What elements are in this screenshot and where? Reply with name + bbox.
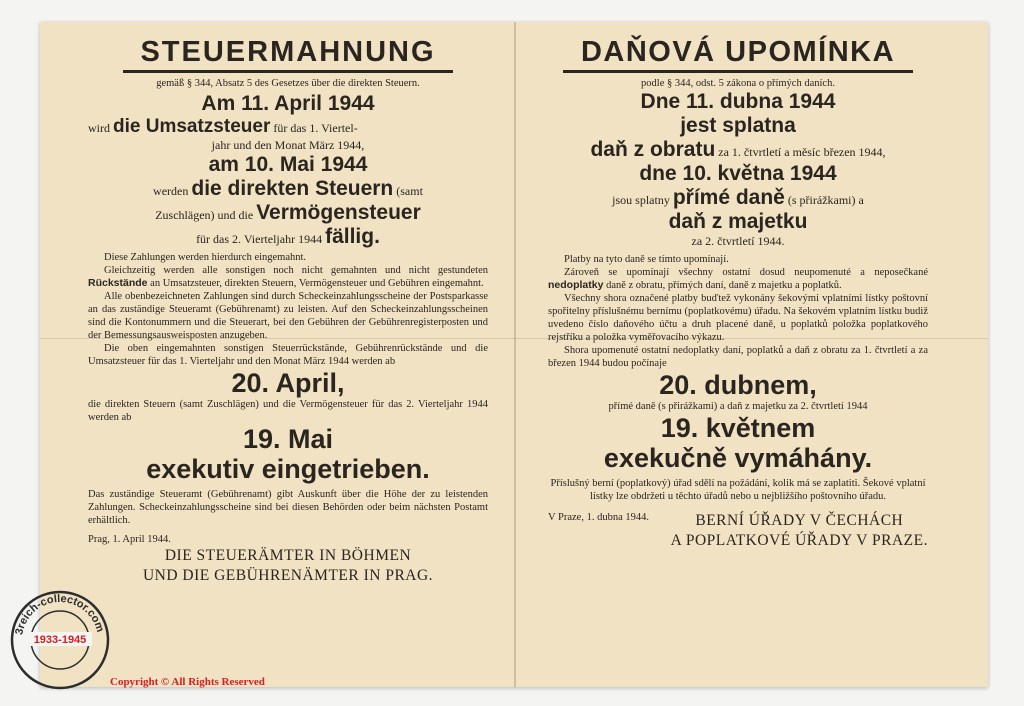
czech-signature-1: BERNÍ ÚŘADY V ČECHÁCH [695,512,904,529]
paragraph: Diese Zahlungen werden hierdurch eingemahnt. [104,252,307,263]
svg-text:1933-1945: 1933-1945 [33,634,87,646]
text: Zuschlägen) und die [155,208,254,222]
czech-date-may: dne 10. května 1944 [639,162,837,185]
highlight-vermoegensteuer: Vermögensteuer [256,201,421,224]
copyright-notice: Copyright © All Rights Reserved [110,676,265,688]
czech-date-april: Dne 11. dubna 1944 [640,90,836,113]
german-signature-1: DIE STEUERÄMTER IN BÖHMEN [164,547,412,564]
text: für das 2. Vierteljahr 1944 [196,232,323,246]
text: jahr und den Monat März 1944, [211,138,365,152]
text: za 2. čtvrtletí 1944. [691,234,785,248]
highlight-direkte-steuern: die direkten Steuern [191,177,394,200]
highlight-faellig: fällig. [325,225,380,248]
text: (s přirážkami) a [787,193,864,207]
german-signature-2: UND DIE GEBÜHRENÄMTER IN PRAG. [142,567,434,584]
svg-text:3reich-collector.com: 3reich-collector.com [13,592,107,636]
paragraph: Příslušný berní (poplatkový) úřad sdělí na požádání, kolik má se zaplatiti. Šekové vplatní lístky lze obdržeti u těchto úřadů nebo u nejbližšího poštovního úřadu. [550,478,926,502]
german-place-date: Prag, 1. April 1944. [88,534,171,545]
collector-stamp-logo [8,588,112,692]
german-date-april: Am 11. April 1944 [201,92,375,115]
text: za 1. čtvrtletí a měsíc březen 1944, [718,145,886,159]
highlight-nedoplatky: nedoplatky [548,279,604,291]
paragraph: Das zuständige Steueramt (Gebührenamt) gibt Auskunft über die Höhe der zu leistenden Zahlungen. Scheckeinzahlungsscheine sind bei diesen Behörden oder beim nächsten Postamt erhältlich. [88,489,488,526]
german-date-19-mai: 19. Mai [242,424,334,454]
text: wird [88,121,110,135]
highlight-prime-dane: přímé daně [672,186,785,209]
czech-place-date: V Praze, 1. dubna 1944. [548,512,649,523]
czech-signature-2: A POPLATKOVÉ ÚŘADY V PRAZE. [670,532,928,549]
title-underline [123,70,453,73]
title-underline [563,70,913,73]
paragraph: Platby na tyto daně se tímto upomínají. [564,254,729,265]
german-column [88,30,488,586]
text: daně z obratu, přímých daní, daně z majetku a poplatků. [606,280,842,291]
highlight-rueckstaende: Rückstände [88,277,148,289]
czech-date-20-dubnem: 20. dubnem, [659,370,817,400]
paragraph: Die oben eingemahnten sonstigen Steuerrückstände, Gebührenrückstände und die Umsatzsteuer für das 1. Vierteljahr und den Monat März 1944 werden ab [88,343,488,367]
czech-jest-splatna: jest splatna [680,114,796,137]
paragraph: přímé daně (s přirážkami) a daň z majetku za 2. čtvrtletí 1944 [608,401,868,412]
czech-title: DAŇOVÁ UPOMÍNKA [580,36,896,68]
german-exekutiv: exekutiv eingetrieben. [146,454,430,484]
vertical-fold [514,22,516,687]
german-date-20-april: 20. April, [231,368,345,398]
text: an Umsatzsteuer, direkten Steuern, Vermögensteuer und Gebühren eingemahnt. [150,278,484,289]
highlight-dan-z-majetku: daň z majetku [668,210,808,233]
czech-date-19-kvetnem: 19. květnem [660,413,816,443]
text: (samt [396,184,423,198]
german-date-may: am 10. Mai 1944 [208,153,368,176]
text: jsou splatny [612,193,670,207]
czech-column [548,30,928,551]
text: werden [153,184,189,198]
highlight-umsatzsteuer: die Umsatzsteuer [113,116,271,137]
paragraph: Shora upomenuté ostatní nedoplatky daní, poplatků a daň z obratu za 1. čtvrtletí a za březen 1944 budou počínaje [548,345,928,369]
german-title: STEUERMAHNUNG [140,36,436,68]
paragraph: Všechny shora označené platby buďtež vykonány šekovými vplatními lístky poštovní spořitelny příslušnému bernímu (poplatkovému) úřadu. Na šekovém vplatním lístku budiž uvedeno číslo daňového účtu a druh placené daně, u poplatků položka poplatkového rejstříku a položka vyměřovacího výkazu. [548,293,928,343]
text: für das 1. Viertel- [273,121,358,135]
paragraph: die direkten Steuern (samt Zuschlägen) und die Vermögensteuer für das 2. Vierteljahr 1944 werden ab [88,399,488,423]
paragraph: Alle obenbezeichneten Zahlungen sind durch Scheckeinzahlungsscheine der Postsparkasse an das zuständige Steueramt (Gebührenamt) zu leisten. Auf den Scheckeinzahlungsscheinen sind die Kontonummern und die Steuerart, bei den Gebühren der Gebührenregisterposten und der Bemessungsausweisposten anzugeben. [88,291,488,341]
german-subtitle: gemäß § 344, Absatz 5 des Gesetzes über die direkten Steuern. [156,78,420,89]
text: Zároveň se upomínají všechny ostatní dosud neupomenuté a neposečkané [564,267,928,278]
czech-exekucne: exekučně vymáhány. [603,443,873,473]
text: Gleichzeitig werden alle sonstigen noch nicht gemahnten und nicht gestundeten [104,265,488,276]
highlight-dan-z-obratu: daň z obratu [590,138,716,161]
czech-subtitle: podle § 344, odst. 5 zákona o přímých daních. [641,78,835,89]
